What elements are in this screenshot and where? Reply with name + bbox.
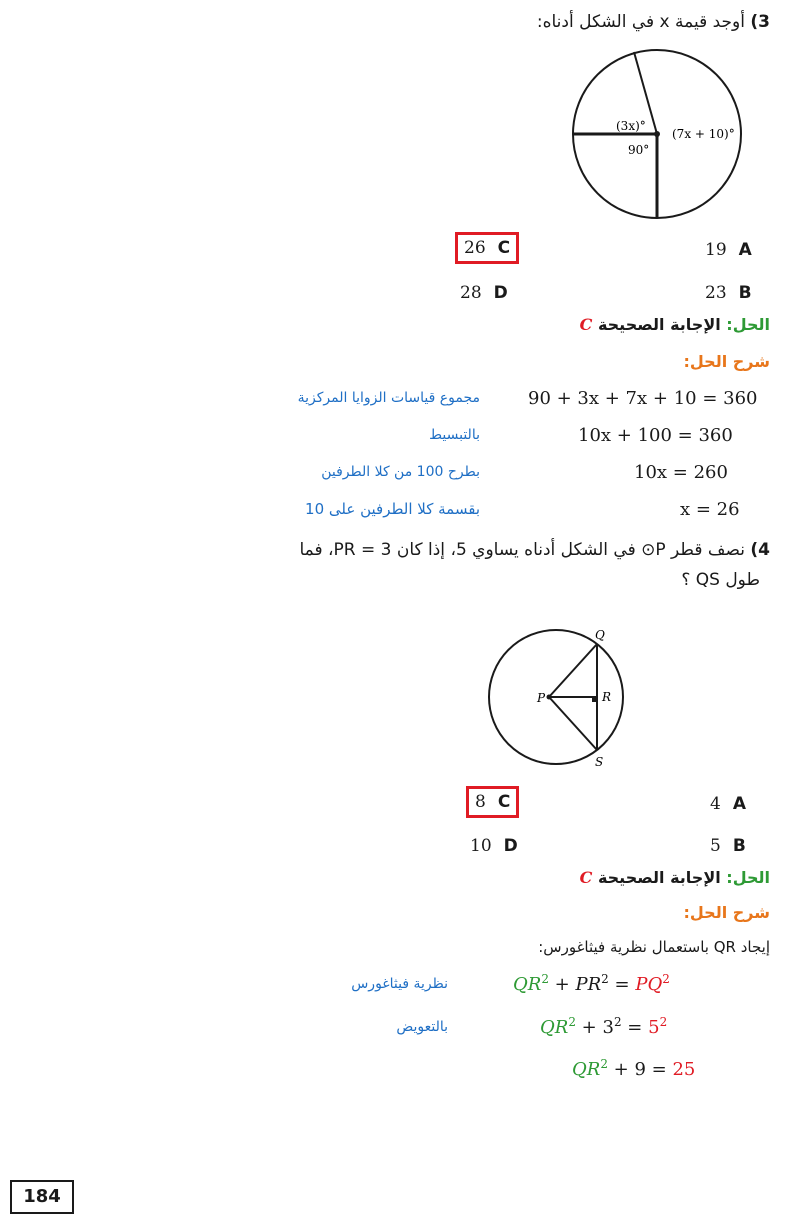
q3-center-point: [654, 131, 660, 137]
q3-label-3x: (3x)°: [616, 119, 646, 133]
q3-number: 3): [750, 12, 770, 32]
q4-prompt: [299, 540, 770, 560]
q4-explain-label: شرح الحل:: [683, 903, 770, 922]
q4-center-point: [547, 695, 552, 700]
q4-step1-note: نظرية فيثاغورس: [351, 976, 448, 992]
q4-step3-eq: $QR^2 + 9 = 25$: [572, 1057, 696, 1080]
q3-prompt-text: أوجد قيمة x في الشكل أدناه:: [536, 12, 745, 32]
q3-step1-eq: 90 + 3x + 7x + 10 = 360: [528, 388, 758, 409]
q3-answer: الحل: الإجابة الصحيحة C: [579, 315, 770, 334]
q3-step4-eq: x = 26: [680, 499, 740, 520]
q3-step4-note: بقسمة كلا الطرفين على 10: [305, 500, 480, 518]
q4-answer: الحل: الإجابة الصحيحة C: [579, 868, 770, 887]
q4-right-angle-mark: [592, 698, 596, 702]
q4-choice-b: 5 B: [710, 836, 746, 856]
q4-segment-ps: [549, 697, 597, 750]
q4-label-q: Q: [595, 628, 605, 642]
q3-step1-note: مجموع قياسات الزوايا المركزية: [297, 390, 480, 406]
q4-step1-eq: $QR^2 + PR^2 = PQ^2$: [513, 972, 670, 995]
q3-step2-eq: 10x + 100 = 360: [578, 425, 733, 446]
q3-step3-eq: 10x = 260: [634, 462, 728, 483]
q4-step2-eq: $QR^2 + 3^2 = 5^2$: [540, 1015, 668, 1038]
q4-prompt-line2: طول QS ؟: [681, 570, 760, 590]
q3-choice-d: 28 D: [460, 283, 508, 303]
q3-prompt: [537, 12, 770, 32]
q3-choice-c: 26 C: [455, 232, 519, 264]
q4-step2-note: بالتعويض: [396, 1019, 448, 1035]
page-number: 184: [10, 1180, 74, 1214]
q3-circle-figure: [568, 44, 748, 224]
q4-number: 4): [750, 540, 770, 560]
q3-label-7x10: (7x + 10)°: [672, 127, 735, 141]
q3-step3-note: بطرح 100 من كلا الطرفين: [321, 464, 480, 480]
q4-label-p: P: [537, 691, 546, 705]
q4-segment-pq: [549, 644, 597, 697]
q4-choice-c: 8 C: [466, 786, 519, 818]
q4-label-s: S: [595, 755, 604, 769]
q4-choice-d: 10 D: [470, 836, 518, 856]
q4-label-r: R: [602, 690, 612, 704]
q3-choice-a: 19 A: [705, 240, 752, 260]
q4-prompt-line1: نصف قطر P⊙ في الشكل أدناه يساوي 5، إذا كان PR = 3، فما: [299, 540, 745, 560]
q4-choice-a: 4 A: [710, 794, 746, 814]
q4-circle-figure: [483, 624, 658, 774]
q3-explain-label: شرح الحل:: [683, 352, 770, 371]
q3-choice-b: 23 B: [705, 283, 752, 303]
q3-label-90: 90°: [628, 143, 650, 157]
q4-intro: إيجاد QR باستعمال نظرية فيثاغورس:: [538, 938, 770, 956]
q3-step2-note: بالتبسيط: [429, 427, 480, 443]
